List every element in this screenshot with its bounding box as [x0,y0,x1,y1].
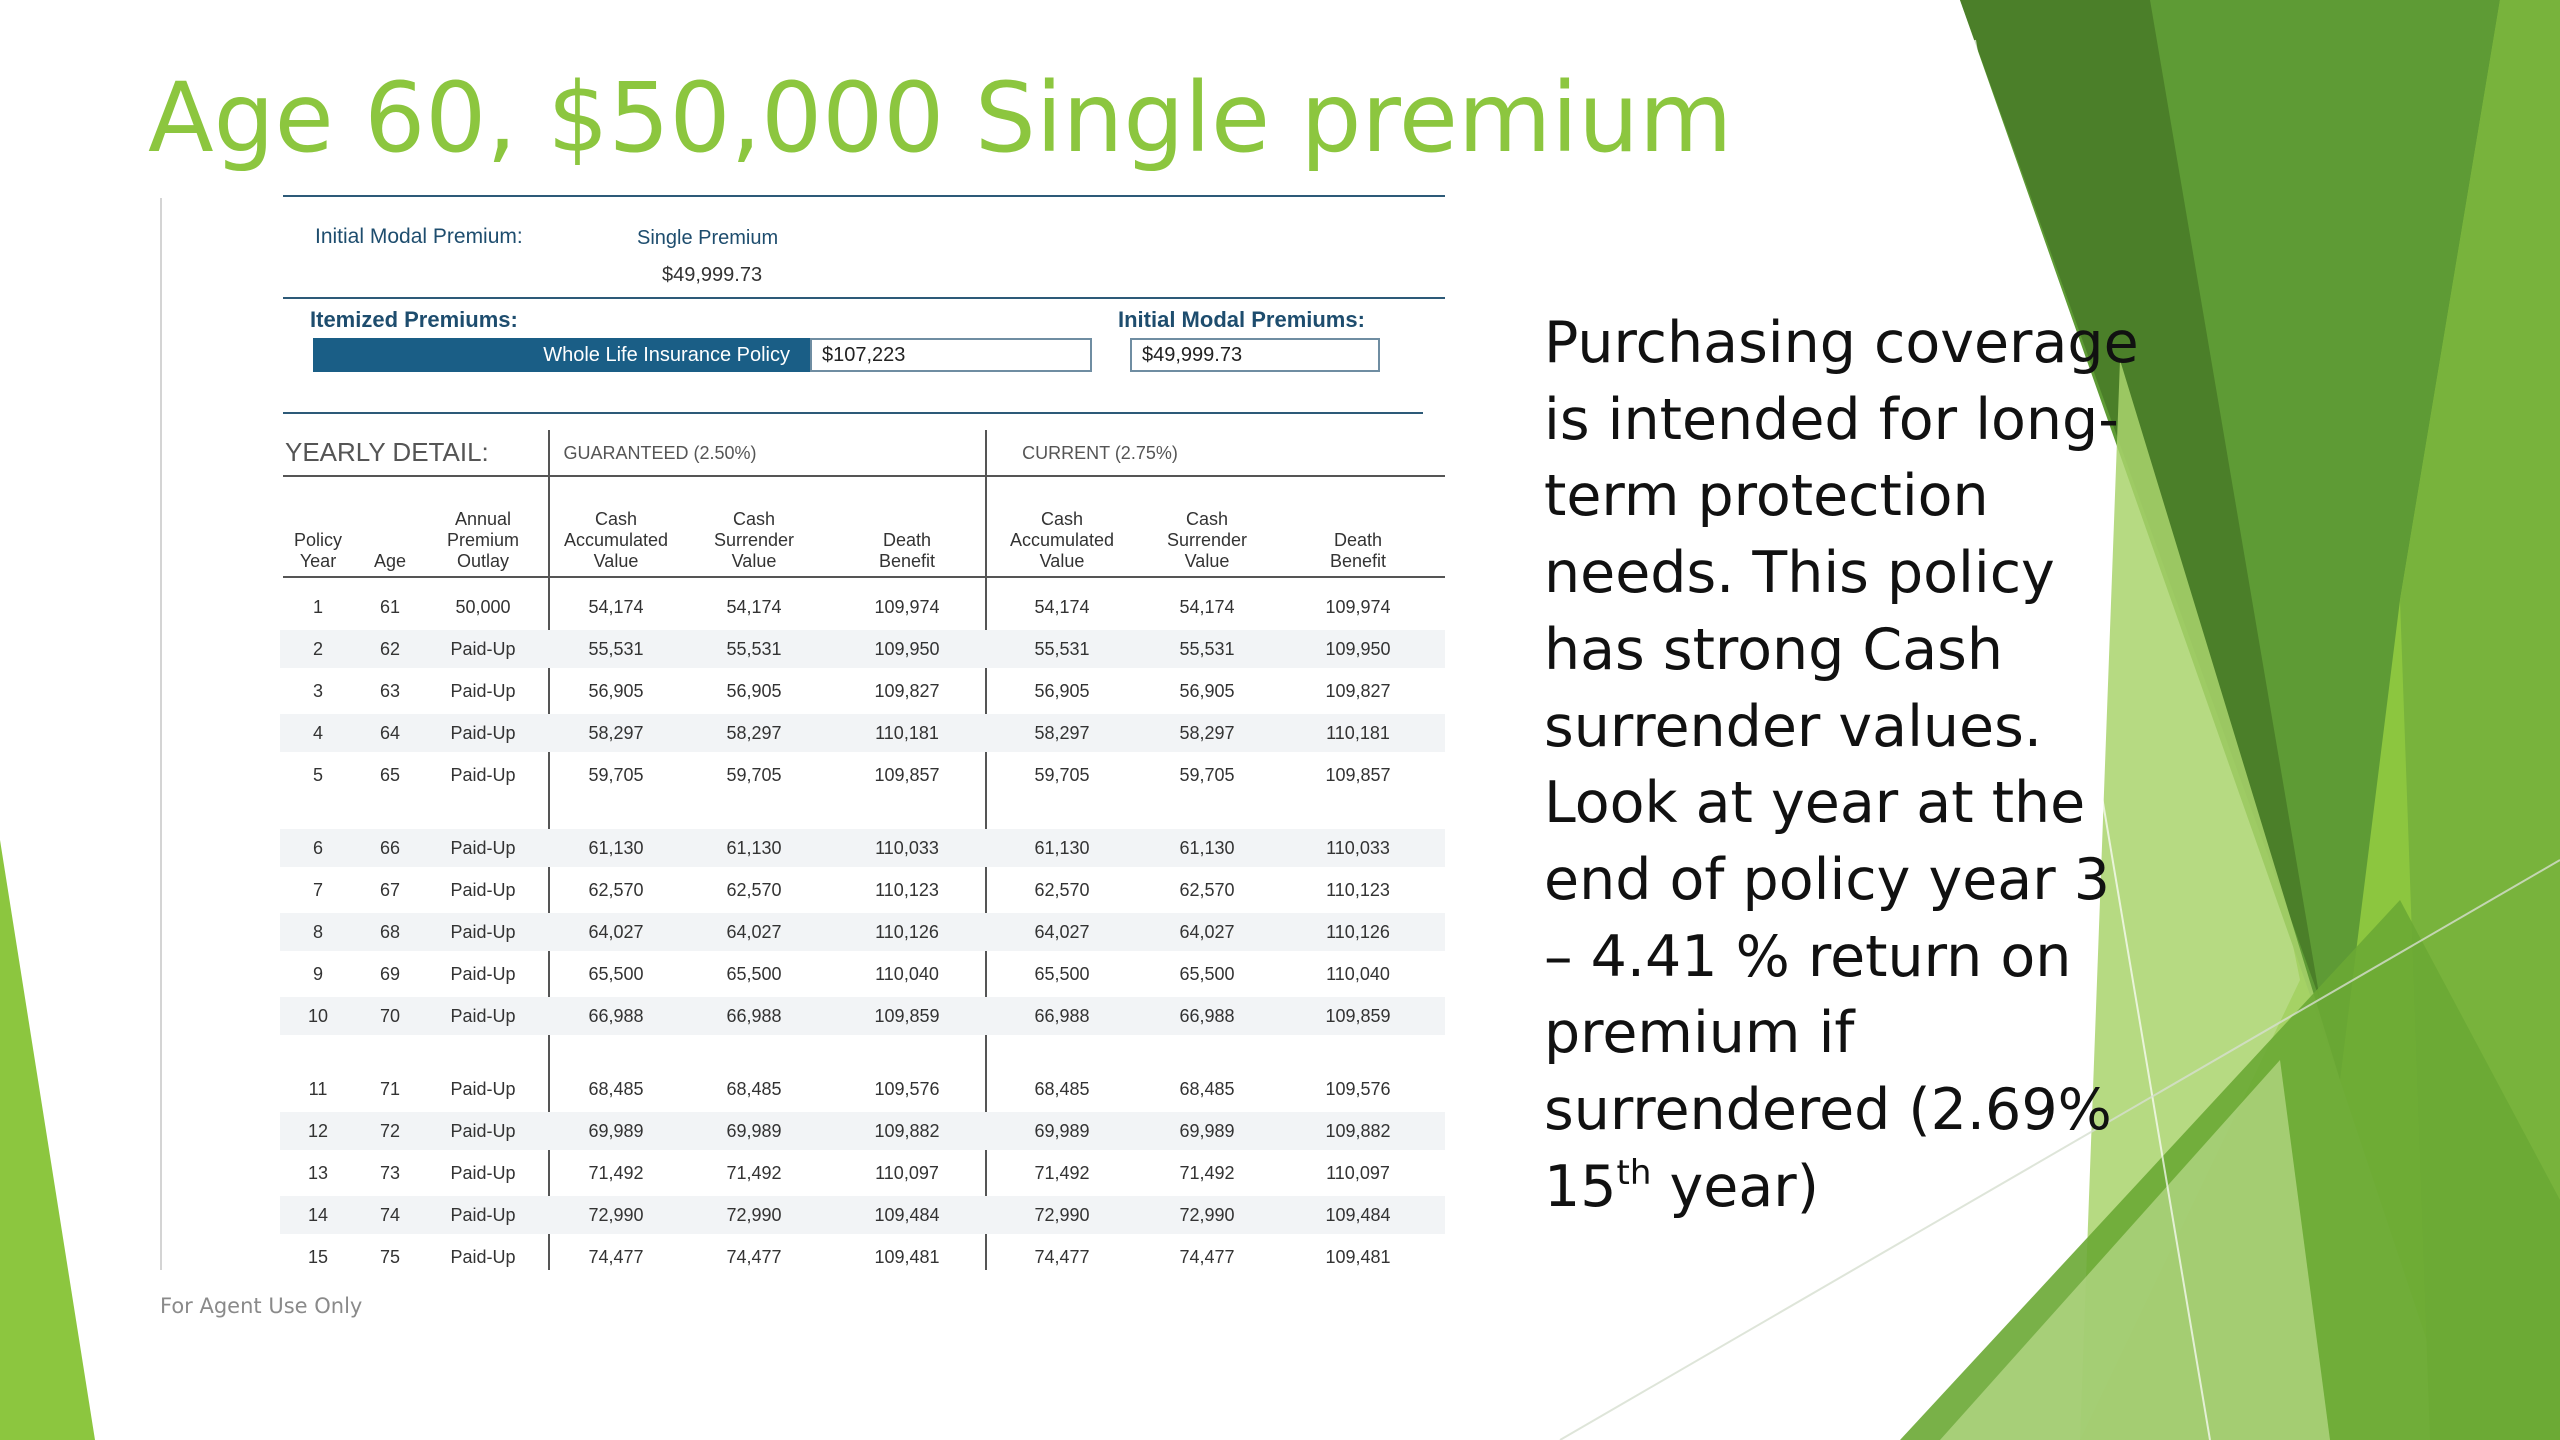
table-cell: 69,989 [726,1121,782,1141]
table-cell: 73 [379,1163,401,1183]
initial-modal-premium-label: Initial Modal Premium: [315,225,523,248]
table-cell: 50,000 [455,597,511,617]
table-cell: Paid-Up [450,922,516,942]
policy-name-bar: Whole Life Insurance Policy [313,338,810,372]
modal-premium-box: $49,999.73 [1130,338,1380,372]
table-cell: Paid-Up [450,1205,516,1225]
table-cell: 109,827 [874,681,940,701]
table-cell: 65,500 [1034,964,1090,984]
table-cell: 59,705 [1179,765,1235,785]
initial-modal-premiums-label: Initial Modal Premiums: [1118,307,1365,332]
table-cell: 54,174 [1034,597,1090,617]
table-cell: 68,485 [1179,1079,1235,1099]
table-cell: 71 [379,1079,401,1099]
table-cell: Paid-Up [450,1163,516,1183]
content-divider-line [160,198,162,1270]
table-cell: 68 [379,922,401,942]
column-header-line: Benefit [1329,551,1387,571]
table-cell: 69,989 [1034,1121,1090,1141]
table-cell: 72,990 [588,1205,644,1225]
table-cell: 56,905 [726,681,782,701]
column-header-line: Cash [1040,509,1084,529]
table-cell: 71,492 [1179,1163,1235,1183]
table-cell: 62,570 [588,880,644,900]
footer-note: For Agent Use Only [160,1294,363,1318]
table-row [280,997,1445,1035]
column-header [1142,509,1272,572]
table-cell: 71,492 [726,1163,782,1183]
table-cell: 110,097 [1326,1163,1390,1183]
table-row [280,1070,1445,1108]
table-cell: Paid-Up [450,765,516,785]
table-cell: 74 [379,1205,401,1225]
table-cell: 54,174 [1179,597,1235,617]
table-cell: 54,174 [726,597,782,617]
column-header [546,509,686,572]
table-cell: 56,905 [588,681,644,701]
table-cell: 109,576 [874,1079,940,1099]
body-line [1544,1149,2164,1226]
table-cell: 109,857 [1325,765,1391,785]
current-label: CURRENT (2.75%) [1022,443,1178,463]
table-cell: 110,126 [875,922,939,942]
table-cell: 55,531 [588,639,644,659]
table-cell: 64,027 [1034,922,1090,942]
body-line: Look at year at the [1544,770,2086,837]
table-cell: 68,485 [1034,1079,1090,1099]
table-cell: Paid-Up [450,880,516,900]
table-cell: 110,126 [1326,922,1390,942]
table-cell: 15 [307,1247,329,1267]
table-cell: 109,484 [1325,1205,1391,1225]
table-row [280,871,1445,909]
table-cell: 54,174 [588,597,644,617]
table-cell: 68,485 [726,1079,782,1099]
premium-type: Single Premium [637,227,779,249]
table-cell: 6 [312,838,323,858]
table-cell: 110,040 [875,964,939,984]
third-rule [283,412,1423,414]
table-row [280,714,1445,752]
table-cell: 69,989 [588,1121,644,1141]
table-cell: 110,181 [1326,723,1390,743]
guaranteed-label: GUARANTEED (2.50%) [563,443,757,463]
table-cell: 72,990 [1179,1205,1235,1225]
column-header-line: Surrender [713,530,795,550]
table-cell: 59,705 [588,765,644,785]
table-cell: 110,181 [875,723,939,743]
table-cell: 58,297 [726,723,782,743]
column-header-line: Benefit [878,551,936,571]
top-rule [283,195,1445,197]
table-cell: 56,905 [1179,681,1235,701]
body-last-prefix: 15 [1544,1153,1617,1220]
table-cell: 65 [379,765,401,785]
body-line: Purchasing coverage [1544,310,2139,376]
body-text [1544,305,2164,1225]
body-line: – 4.41 % return on [1544,923,2072,990]
column-header [360,551,420,572]
group-header-rule [283,475,1445,477]
table-cell: 70 [379,1006,401,1026]
table-cell: 71,492 [588,1163,644,1183]
table-cell: 66 [379,838,401,858]
table-cell: 109,950 [1325,639,1391,659]
table-cell: 55,531 [726,639,782,659]
column-header-line: Age [373,551,407,571]
column-header-line: Value [1184,551,1230,571]
table-cell: Paid-Up [450,1121,516,1141]
table-cell: Paid-Up [450,1079,516,1099]
table-cell: 109,481 [1325,1247,1391,1267]
table-cell: 61,130 [1179,838,1235,858]
table-cell: 74,477 [1034,1247,1090,1267]
body-line: needs. This policy [1544,540,2055,607]
table-cell: 14 [307,1205,329,1225]
table-cell: 109,974 [874,597,940,617]
table-cell: Paid-Up [450,639,516,659]
table-cell: 63 [379,681,401,701]
body-line: has strong Cash [1544,616,2003,683]
table-cell: 72 [379,1121,401,1141]
table-cell: 69 [379,964,401,984]
table-cell: 66,988 [1034,1006,1090,1026]
table-cell: 3 [312,681,323,701]
table-cell: 61,130 [726,838,782,858]
column-header [992,509,1132,572]
column-header-line: Premium [446,530,519,550]
table-cell: 55,531 [1034,639,1090,659]
table-cell: 59,705 [1034,765,1090,785]
table-cell: 74,477 [1179,1247,1235,1267]
column-header-line: Value [731,551,777,571]
table-cell: 109,484 [874,1205,940,1225]
table-cell: 65,500 [1179,964,1235,984]
table-cell: 62 [379,639,401,659]
table-cell: 10 [307,1006,329,1026]
table-cell: 109,857 [874,765,940,785]
table-cell: 109,882 [1325,1121,1391,1141]
table-cell: 109,859 [1325,1006,1391,1026]
body-last-suffix: year) [1651,1153,1819,1220]
table-cell: 7 [312,880,323,900]
table-row [280,955,1445,993]
table-cell: 109,882 [874,1121,940,1141]
table-cell: 12 [307,1121,329,1141]
table-cell: 64,027 [726,922,782,942]
left-green-sliver [0,840,95,1440]
table-cell: 68,485 [588,1079,644,1099]
body-last-superscript: th [1616,1152,1652,1193]
table-cell: 58,297 [1034,723,1090,743]
table-cell: 109,974 [1325,597,1391,617]
table-cell: 110,123 [1326,880,1390,900]
table-row [280,913,1445,951]
column-header-line: Policy [293,530,342,550]
column-header-line: Value [1039,551,1085,571]
column-header-line: Outlay [456,551,510,571]
column-header [423,509,543,572]
column-header-line: Death [882,530,932,550]
table-row [280,588,1445,626]
table-cell: Paid-Up [450,723,516,743]
column-header [847,530,967,572]
column-header [273,530,363,572]
table-cell: 110,033 [1326,838,1390,858]
table-cell: 56,905 [1034,681,1090,701]
table-cell: 13 [307,1163,329,1183]
table-cell: 58,297 [588,723,644,743]
table-row [280,672,1445,710]
table-cell: 66,988 [588,1006,644,1026]
yearly-detail-label: YEARLY DETAIL: [285,437,489,467]
itemized-premiums-label: Itemized Premiums: [310,307,518,332]
table-cell: 69,989 [1179,1121,1235,1141]
table-cell: 110,040 [1326,964,1390,984]
second-rule [283,297,1445,299]
table-cell: 64 [379,723,401,743]
column-header-line: Annual [454,509,512,529]
column-header-line: Accumulated [1009,530,1115,550]
table-cell: 109,950 [874,639,940,659]
column-header-line: Accumulated [563,530,669,550]
column-header [689,509,819,572]
table-cell: 11 [308,1079,328,1099]
table-row [280,829,1445,867]
table-cell: 74,477 [726,1247,782,1267]
column-header-line: Cash [732,509,776,529]
table-cell: 58,297 [1179,723,1235,743]
table-cell: Paid-Up [450,681,516,701]
table-row [280,630,1445,668]
table-cell: 110,097 [875,1163,939,1183]
table-row [280,1238,1445,1276]
table-cell: 74,477 [588,1247,644,1267]
table-row [280,1196,1445,1234]
table-cell: 109,481 [874,1247,940,1267]
slide-title: Age 60, $50,000 Single premium [148,62,1733,174]
column-header-line: Cash [594,509,638,529]
table-cell: 110,123 [875,880,939,900]
table-cell: 61,130 [588,838,644,858]
table-cell: 59,705 [726,765,782,785]
table-cell: 1 [312,597,323,617]
premium-amount: $49,999.73 [662,264,763,286]
column-header-rule [283,576,1445,578]
column-header-line: Surrender [1166,530,1248,550]
table-cell: 62,570 [1034,880,1090,900]
table-cell: 109,576 [1325,1079,1391,1099]
body-line: is intended for long- [1544,386,2119,453]
table-cell: 9 [312,964,323,984]
table-cell: 67 [379,880,401,900]
body-line: end of policy year 3 [1544,846,2111,913]
column-header-line: Cash [1185,509,1229,529]
column-header-line: Value [593,551,639,571]
table-cell: 110,033 [875,838,939,858]
table-cell: 66,988 [1179,1006,1235,1026]
table-cell: 64,027 [1179,922,1235,942]
table-cell: 109,827 [1325,681,1391,701]
table-cell: 109,859 [874,1006,940,1026]
table-cell: 61 [379,597,401,617]
policy-value-box: $107,223 [810,338,1092,372]
table-cell: 65,500 [726,964,782,984]
table-cell: 8 [312,922,323,942]
body-line: premium if [1544,1000,1855,1067]
table-row [280,756,1445,794]
policy-illustration [280,195,1445,1275]
table-cell: 66,988 [726,1006,782,1026]
table-cell: 62,570 [1179,880,1235,900]
table-cell: 64,027 [588,922,644,942]
table-cell: 65,500 [588,964,644,984]
table-cell: 5 [312,765,323,785]
column-header-line: Year [299,551,337,571]
table-cell: 62,570 [726,880,782,900]
body-line: term protection [1544,463,1989,530]
body-line: surrender values. [1544,693,2042,760]
table-cell: Paid-Up [450,1006,516,1026]
table-cell: 71,492 [1034,1163,1090,1183]
table-cell: 61,130 [1034,838,1090,858]
table-cell: 72,990 [1034,1205,1090,1225]
table-cell: Paid-Up [450,838,516,858]
table-row [280,1154,1445,1192]
table-row [280,1112,1445,1150]
table-cell: 4 [312,723,323,743]
table-cell: 72,990 [726,1205,782,1225]
table-cell: 2 [312,639,323,659]
column-header-line: Death [1333,530,1383,550]
table-cell: 55,531 [1179,639,1235,659]
table-cell: Paid-Up [450,964,516,984]
table-cell: Paid-Up [450,1247,516,1267]
body-line: surrendered (2.69% [1544,1077,2112,1144]
column-header [1298,530,1418,572]
table-cell: 75 [379,1247,401,1267]
